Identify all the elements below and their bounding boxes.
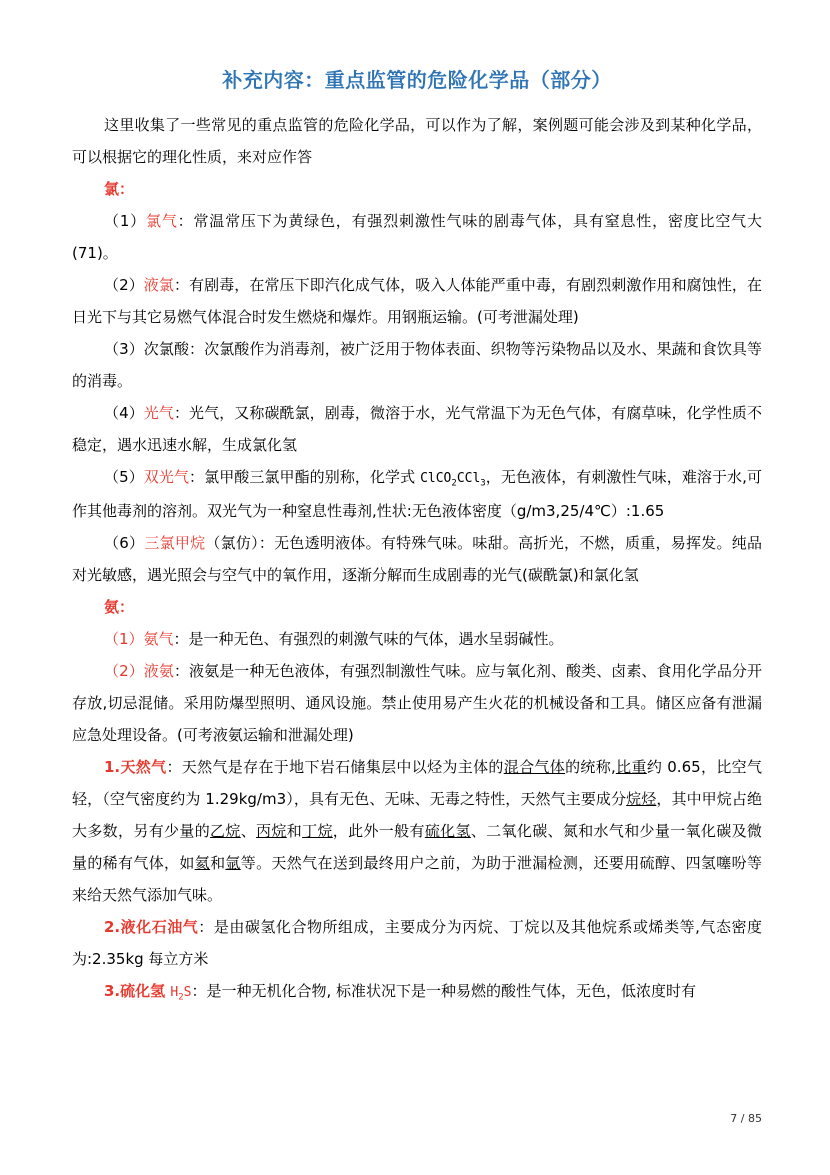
formula-subscript: 2 <box>451 478 457 489</box>
underlined-term: 氦 <box>194 854 211 872</box>
formula-part: CCl <box>456 471 481 486</box>
text: ，其中甲烷占绝大多数，另有少量的 <box>72 790 762 840</box>
text: 和 <box>286 822 303 840</box>
h2s-paragraph <box>72 975 762 1009</box>
item-name: （2）液氨 <box>104 662 174 680</box>
chlorine-heading: 氯： <box>104 180 135 198</box>
section-label: 3.硫化氢 <box>104 982 171 1000</box>
underlined-term: 乙烷 <box>210 822 241 840</box>
chlorine-item-5 <box>72 461 762 527</box>
formula-part: S <box>183 985 192 1000</box>
item-text: ：有剧毒，在常压下即汽化成气体，吸入人体能严重中毒，有剧烈刺激作用和腐蚀性，在日光下与其它易燃气体混合时发生燃烧和爆炸。用钢瓶运输。(可考泄漏处理) <box>72 276 762 326</box>
chlorine-item-3 <box>72 333 762 397</box>
item-name: 光气 <box>143 404 174 422</box>
item-text: ：是一种无色、有强烈的刺激气味的气体，遇水呈弱碱性。 <box>173 630 564 648</box>
item-text: 次氯酸：次氯酸作为消毒剂，被广泛用于物体表面、织物等污染物品以及水、果蔬和食饮具等的消毒。 <box>72 340 762 390</box>
formula-subscript: 2 <box>178 992 184 1003</box>
underlined-term: 烷烃 <box>626 790 657 808</box>
chlorine-item-4 <box>72 397 762 461</box>
chlorine-item-2 <box>72 269 762 333</box>
underlined-term: 混合气体 <box>503 758 566 776</box>
ammonia-item-1 <box>72 623 762 655</box>
intro-paragraph: 这里收集了一些常见的重点监管的危险化学品，可以作为了解，案例题可能会涉及到某种化学品，可以根据它的理化性质，来对应作答 <box>72 116 762 166</box>
item-text: ：氯甲酸三氯甲酯的别称，化学式 <box>189 468 421 486</box>
lpg-paragraph <box>72 911 762 975</box>
item-num: （5） <box>104 468 144 486</box>
underlined-term: 氩 <box>225 854 241 872</box>
item-name: 氯气 <box>146 212 178 230</box>
item-num: （3） <box>104 340 144 358</box>
document-page <box>72 64 762 1009</box>
chlorine-item-6 <box>72 527 762 591</box>
underlined-term: 比重 <box>615 758 647 776</box>
underlined-term: 丁烷 <box>302 822 333 840</box>
natural-gas-paragraph <box>72 751 762 911</box>
item-name: 双光气 <box>143 468 190 486</box>
text: 的统称, <box>565 758 616 776</box>
text: 等。天然气在送到最终用户之前，为助于泄漏检测，还要用硫醇、四氢噻吩等来给天然气添加气味。 <box>72 854 762 904</box>
chemical-formula <box>170 985 192 1003</box>
chlorine-item-1 <box>72 205 762 269</box>
page-number: 7 / 85 <box>730 1112 762 1125</box>
ammonia-item-2 <box>72 655 762 751</box>
page-title: 补充内容：重点监管的危险化学品（部分） <box>222 68 612 92</box>
formula-subscript: 3 <box>480 478 486 489</box>
text: 约 0.65，比空气轻，（空气密度约为 1.29kg/m3），具有无色、无味、无毒之特性，天然气主要成分 <box>72 758 762 808</box>
underlined-term: 丙烷 <box>256 822 287 840</box>
item-text: ：光气，又称碳酰氯，剧毒，微溶于水，光气常温下为无色气体，有腐草味，化学性质不稳定，遇水迅速水解，生成氯化氢 <box>72 404 762 454</box>
item-text: ，无色液体，有刺激性气味，难溶于水,可作其他毒剂的溶剂。双光气为一种窒息性毒剂,性状:无色液体密度（g/m3,25/4℃）:1.65 <box>72 468 762 520</box>
formula-part: H <box>170 985 179 1000</box>
item-name: 液氯 <box>143 276 174 294</box>
underlined-term: 硫化氢 <box>424 822 471 840</box>
text: ：天然气是存在于地下岩石储集层中以烃为主体的 <box>166 758 504 776</box>
item-name: 三氯甲烷 <box>144 534 206 552</box>
item-name: （1）氨气 <box>104 630 174 648</box>
text: 、二氧化碳、氮和水气和少量一氧化碳及微量的稀有气体，如 <box>72 822 762 872</box>
item-num: （2） <box>104 276 144 294</box>
item-text: ：液氨是一种无色液体，有强烈制激性气味。应与氧化剂、酸类、卤素、食用化学品分开存放,切忌混储。采用防爆型照明、通风设施。禁止使用易产生火花的机械设备和工具。储区应备有泄漏应急处理设备。(可考液氨运输和泄漏处理) <box>72 662 762 744</box>
formula-part: ClCO <box>420 471 452 486</box>
item-num: （4） <box>104 404 144 422</box>
text: ：是由碳氢化合物所组成，主要成分为丙烷、丁烷以及其他烷系或烯类等,气态密度为:2.35kg 每立方米 <box>72 918 762 968</box>
item-text: ：常温常压下为黄绿色，有强烈刺激性气味的剧毒气体，具有窒息性，密度比空气大(71)。 <box>72 212 762 262</box>
item-num: （6） <box>104 534 145 552</box>
item-num: （1） <box>104 212 146 230</box>
chemical-formula <box>420 471 486 489</box>
text: ，此外一般有 <box>332 822 425 840</box>
section-label: 1.天然气 <box>104 758 167 776</box>
text: ：是一种无机化合物, 标准状况下是一种易燃的酸性气体，无色，低浓度时有 <box>191 982 696 1000</box>
text: 和 <box>210 854 226 872</box>
ammonia-heading: 氨： <box>104 598 135 616</box>
section-label: 2.液化石油气 <box>104 918 199 936</box>
text: 、 <box>240 822 257 840</box>
item-text: （氯仿）：无色透明液体。有特殊气味。味甜。高折光，不燃，质重，易挥发。纯品对光敏感，遇光照会与空气中的氧作用，逐渐分解而生成剧毒的光气(碳酰氯)和氯化氢 <box>72 534 762 584</box>
